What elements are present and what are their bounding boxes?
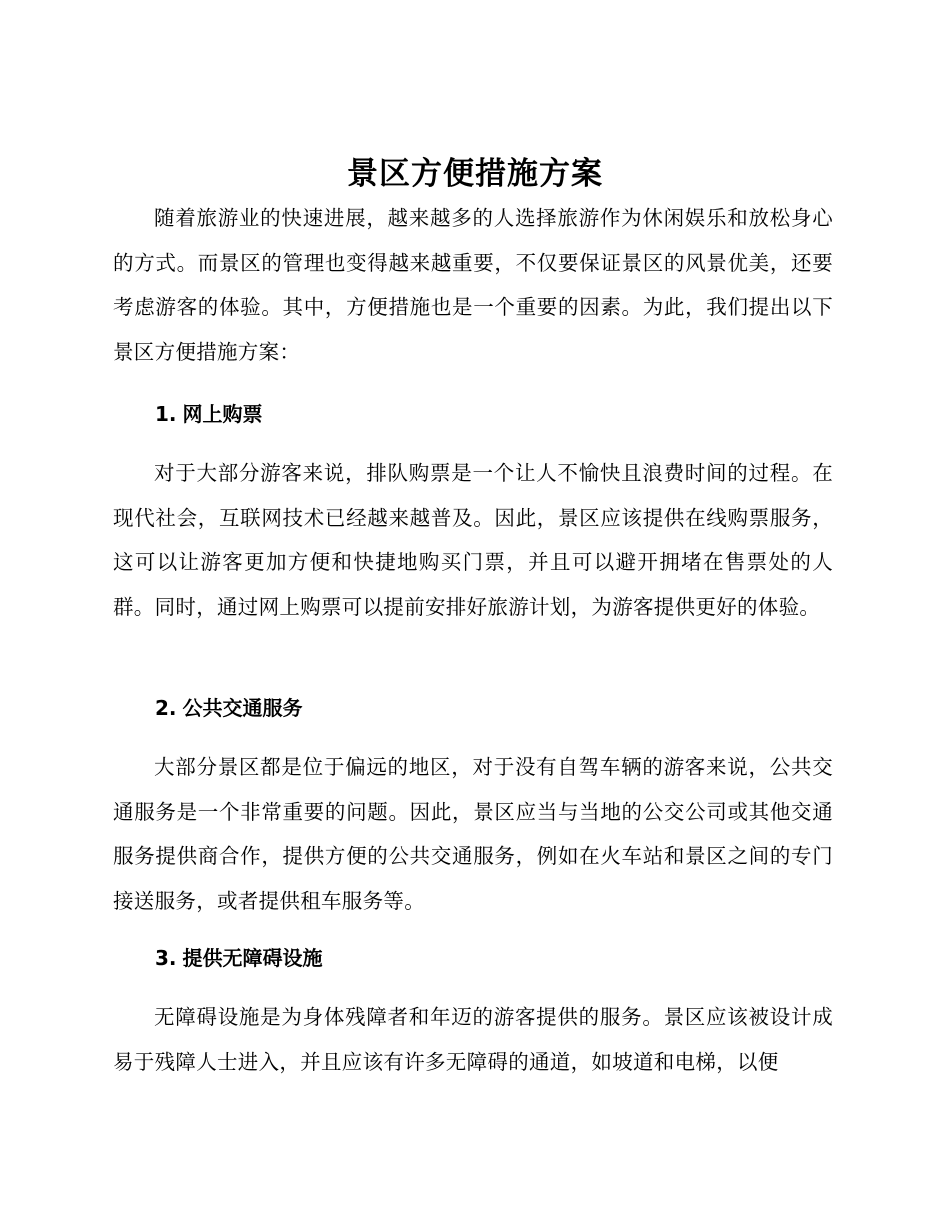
document-title: 景区方便措施方案 bbox=[347, 156, 603, 192]
section-title: 网上购票 bbox=[182, 402, 263, 426]
section-heading-online-ticketing bbox=[155, 396, 263, 432]
section-number: 3. bbox=[155, 946, 177, 970]
section-number: 2. bbox=[155, 696, 177, 720]
section-paragraph-accessibility: 无障碍设施是为身体残障者和年迈的游客提供的服务。景区应该被设计成易于残障人士进入，并且应该有许多无障碍的通道，如坡道和电梯，以便 bbox=[113, 1005, 833, 1074]
section-title: 提供无障碍设施 bbox=[182, 946, 323, 970]
intro-paragraph: 随着旅游业的快速进展，越来越多的人选择旅游作为休闲娱乐和放松身心的方式。而景区的管理也变得越来越重要，不仅要保证景区的风景优美，还要考虑游客的体验。其中，方便措施也是一个重要的因素。为此，我们提出以下景区方便措施方案： bbox=[113, 206, 833, 365]
section-paragraph-public-transport: 大部分景区都是位于偏远的地区，对于没有自驾车辆的游客来说，公共交通服务是一个非常重要的问题。因此，景区应当与当地的公交公司或其他交通服务提供商合作，提供方便的公共交通服务，例如在火车站和景区之间的专门接送服务，或者提供租车服务等。 bbox=[113, 755, 833, 914]
section-title: 公共交通服务 bbox=[182, 696, 303, 720]
section-number: 1. bbox=[155, 402, 177, 426]
section-heading-accessibility bbox=[155, 940, 323, 976]
section-paragraph-online-ticketing: 对于大部分游客来说，排队购票是一个让人不愉快且浪费时间的过程。在现代社会，互联网技术已经越来越普及。因此，景区应该提供在线购票服务，这可以让游客更加方便和快捷地购买门票，并且可以避开拥堵在售票处的人群。同时，通过网上购票可以提前安排好旅游计划，为游客提供更好的体验。 bbox=[113, 461, 833, 620]
section-heading-public-transport bbox=[155, 690, 303, 726]
